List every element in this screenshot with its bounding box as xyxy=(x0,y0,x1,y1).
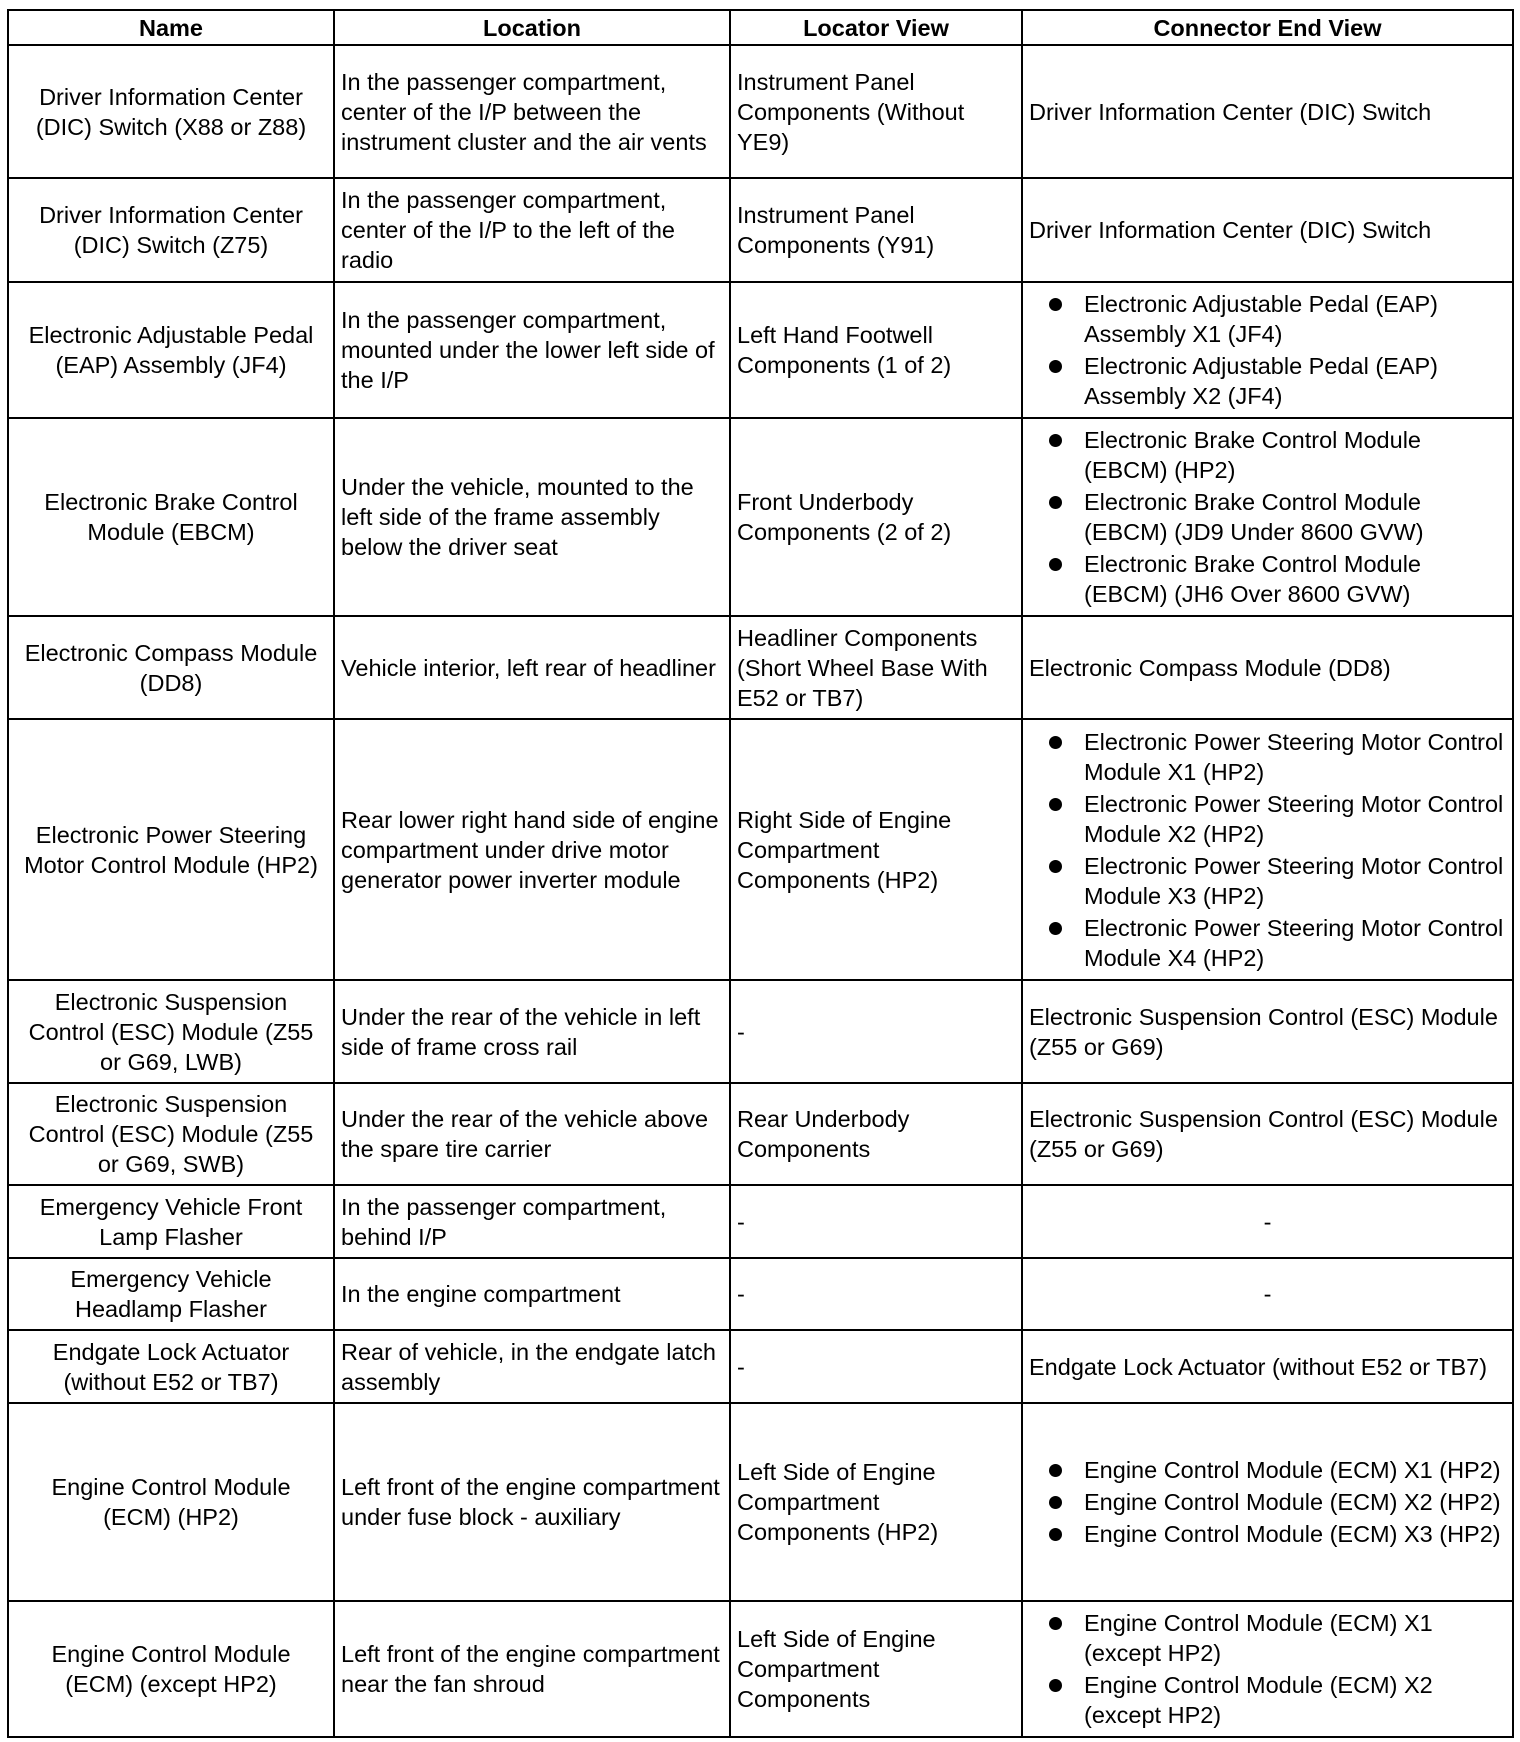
connector-text: Electronic Power Steering Motor Control Module X1 (HP2) xyxy=(1084,728,1504,785)
connector-text: Electronic Brake Control Module (EBCM) (JD9 Under 8600 GVW) xyxy=(1084,489,1424,545)
connector-list-item xyxy=(1029,1608,1506,1668)
connector-text: Electronic Adjustable Pedal (EAP) Assembly X1 (JF4) xyxy=(1084,291,1438,347)
cell-connector-end-view xyxy=(1022,1083,1513,1185)
connector-list xyxy=(1029,425,1506,609)
cell-location: In the passenger compartment, mounted under the lower left side of the I/P xyxy=(334,282,730,418)
connector-text: Electronic Brake Control Module (EBCM) (JH6 Over 8600 GVW) xyxy=(1084,551,1421,607)
connector-list-item xyxy=(1029,487,1506,547)
table-row xyxy=(8,1185,1513,1258)
connector-list-item xyxy=(1029,289,1506,349)
bullet-icon xyxy=(1049,558,1062,571)
table-row xyxy=(8,45,1513,178)
bullet-icon xyxy=(1049,496,1062,509)
bullet-icon xyxy=(1049,860,1062,873)
cell-connector-end-view xyxy=(1022,418,1513,616)
cell-name: Electronic Adjustable Pedal (EAP) Assembly (JF4) xyxy=(8,282,334,418)
connector-text: Engine Control Module (ECM) X2 (except HP2) xyxy=(1084,1672,1433,1728)
header-location: Location xyxy=(334,10,730,45)
cell-connector-end-view xyxy=(1022,45,1513,178)
connector-list xyxy=(1029,727,1506,973)
bullet-icon xyxy=(1049,798,1062,811)
table-row xyxy=(8,1258,1513,1330)
table-row xyxy=(8,1083,1513,1185)
cell-locator-view: Instrument Panel Components (Y91) xyxy=(730,178,1022,282)
connector-text: Endgate Lock Actuator (without E52 or TB7) xyxy=(1029,1353,1488,1380)
cell-name: Emergency Vehicle Headlamp Flasher xyxy=(8,1258,334,1330)
cell-location: Under the vehicle, mounted to the left side of the frame assembly below the driver seat xyxy=(334,418,730,616)
connector-list-item xyxy=(1029,425,1506,485)
bullet-icon xyxy=(1049,1496,1062,1509)
cell-locator-view: Headliner Components (Short Wheel Base With E52 or TB7) xyxy=(730,616,1022,719)
bullet-icon xyxy=(1049,360,1062,373)
cell-name: Endgate Lock Actuator (without E52 or TB7) xyxy=(8,1330,334,1403)
connector-text: Engine Control Module (ECM) X1 (HP2) xyxy=(1084,1457,1501,1483)
cell-locator-view: - xyxy=(730,1258,1022,1330)
cell-name: Emergency Vehicle Front Lamp Flasher xyxy=(8,1185,334,1258)
component-locator-table xyxy=(7,9,1514,1738)
table-row xyxy=(8,418,1513,616)
header-locator-view: Locator View xyxy=(730,10,1022,45)
table-row xyxy=(8,616,1513,719)
bullet-icon xyxy=(1049,736,1062,749)
cell-location: Rear of vehicle, in the endgate latch assembly xyxy=(334,1330,730,1403)
connector-text: Electronic Power Steering Motor Control Module X3 (HP2) xyxy=(1084,852,1504,909)
cell-connector-end-view xyxy=(1022,719,1513,980)
header-connector-end-view: Connector End View xyxy=(1022,10,1513,45)
table-row xyxy=(8,980,1513,1083)
connector-list xyxy=(1029,1608,1506,1730)
cell-location: Rear lower right hand side of engine compartment under drive motor generator power inverter module xyxy=(334,719,730,980)
header-row xyxy=(8,10,1513,45)
table-row xyxy=(8,282,1513,418)
bullet-icon xyxy=(1049,1464,1062,1477)
connector-list xyxy=(1029,1455,1506,1549)
cell-name: Engine Control Module (ECM) (HP2) xyxy=(8,1403,334,1601)
cell-connector-end-view xyxy=(1022,1403,1513,1601)
connector-list-item xyxy=(1029,351,1506,411)
connector-list xyxy=(1029,289,1506,411)
connector-text: Driver Information Center (DIC) Switch xyxy=(1029,217,1432,243)
bullet-icon xyxy=(1049,1679,1062,1692)
cell-locator-view: Left Hand Footwell Components (1 of 2) xyxy=(730,282,1022,418)
connector-list-item xyxy=(1029,789,1506,849)
cell-locator-view: - xyxy=(730,1330,1022,1403)
cell-location: In the engine compartment xyxy=(334,1258,730,1330)
cell-connector-end-view xyxy=(1022,616,1513,719)
connector-list-item xyxy=(1029,1519,1506,1549)
cell-locator-view: Instrument Panel Components (Without YE9) xyxy=(730,45,1022,178)
connector-text: Engine Control Module (ECM) X2 (HP2) xyxy=(1084,1489,1501,1515)
cell-connector-end-view xyxy=(1022,1258,1513,1330)
cell-locator-view: - xyxy=(730,980,1022,1083)
connector-text: Engine Control Module (ECM) X1 (except HP2) xyxy=(1084,1610,1433,1666)
cell-location: Under the rear of the vehicle above the spare tire carrier xyxy=(334,1083,730,1185)
connector-text: Electronic Suspension Control (ESC) Module (Z55 or G69) xyxy=(1029,1106,1498,1162)
cell-name: Electronic Suspension Control (ESC) Module (Z55 or G69, LWB) xyxy=(8,980,334,1083)
table-row xyxy=(8,1330,1513,1403)
connector-list-item xyxy=(1029,851,1506,911)
cell-name: Electronic Compass Module (DD8) xyxy=(8,616,334,719)
cell-location: In the passenger compartment, center of the I/P between the instrument cluster and the air vents xyxy=(334,45,730,178)
connector-text: Electronic Power Steering Motor Control Module X2 (HP2) xyxy=(1084,790,1504,847)
bullet-icon xyxy=(1049,434,1062,447)
cell-connector-end-view xyxy=(1022,178,1513,282)
bullet-icon xyxy=(1049,1528,1062,1541)
connector-list-item xyxy=(1029,1487,1506,1517)
cell-location: Left front of the engine compartment under fuse block - auxiliary xyxy=(334,1403,730,1601)
bullet-icon xyxy=(1049,922,1062,935)
connector-text: Driver Information Center (DIC) Switch xyxy=(1029,98,1432,125)
connector-list-item xyxy=(1029,913,1506,973)
cell-locator-view: Right Side of Engine Compartment Components (HP2) xyxy=(730,719,1022,980)
cell-name: Electronic Suspension Control (ESC) Module (Z55 or G69, SWB) xyxy=(8,1083,334,1185)
connector-text: Electronic Power Steering Motor Control Module X4 (HP2) xyxy=(1084,914,1504,971)
cell-location: In the passenger compartment, behind I/P xyxy=(334,1185,730,1258)
cell-locator-view: Front Underbody Components (2 of 2) xyxy=(730,418,1022,616)
bullet-icon xyxy=(1049,1617,1062,1630)
table-body xyxy=(8,45,1513,1737)
table-row xyxy=(8,1403,1513,1601)
cell-connector-end-view xyxy=(1022,1185,1513,1258)
cell-location: In the passenger compartment, center of the I/P to the left of the radio xyxy=(334,178,730,282)
connector-text: - xyxy=(1263,1281,1272,1307)
connector-text: Electronic Brake Control Module (EBCM) (HP2) xyxy=(1084,427,1421,483)
connector-text: Electronic Compass Module (DD8) xyxy=(1029,654,1391,681)
connector-text: Electronic Adjustable Pedal (EAP) Assembly X2 (JF4) xyxy=(1084,353,1438,409)
cell-connector-end-view xyxy=(1022,980,1513,1083)
header-name: Name xyxy=(8,10,334,45)
table-row xyxy=(8,178,1513,282)
cell-connector-end-view xyxy=(1022,1330,1513,1403)
cell-name: Driver Information Center (DIC) Switch (X88 or Z88) xyxy=(8,45,334,178)
cell-name: Driver Information Center (DIC) Switch (Z75) xyxy=(8,178,334,282)
cell-locator-view: - xyxy=(730,1185,1022,1258)
cell-name: Electronic Brake Control Module (EBCM) xyxy=(8,418,334,616)
connector-list-item xyxy=(1029,727,1506,787)
cell-locator-view: Left Side of Engine Compartment Components (HP2) xyxy=(730,1403,1022,1601)
connector-text: Engine Control Module (ECM) X3 (HP2) xyxy=(1084,1521,1501,1547)
connector-list-item xyxy=(1029,1670,1506,1730)
connector-list-item xyxy=(1029,1455,1506,1485)
cell-connector-end-view xyxy=(1022,282,1513,418)
cell-locator-view: Rear Underbody Components xyxy=(730,1083,1022,1185)
cell-location: Left front of the engine compartment near the fan shroud xyxy=(334,1601,730,1737)
cell-location: Under the rear of the vehicle in left side of frame cross rail xyxy=(334,980,730,1083)
bullet-icon xyxy=(1049,298,1062,311)
cell-name: Engine Control Module (ECM) (except HP2) xyxy=(8,1601,334,1737)
table-row xyxy=(8,1601,1513,1737)
cell-connector-end-view xyxy=(1022,1601,1513,1737)
connector-text: - xyxy=(1263,1208,1272,1235)
connector-text: Electronic Suspension Control (ESC) Module (Z55 or G69) xyxy=(1029,1003,1498,1060)
table-row xyxy=(8,719,1513,980)
cell-name: Electronic Power Steering Motor Control Module (HP2) xyxy=(8,719,334,980)
cell-location: Vehicle interior, left rear of headliner xyxy=(334,616,730,719)
cell-locator-view: Left Side of Engine Compartment Components xyxy=(730,1601,1022,1737)
connector-list-item xyxy=(1029,549,1506,609)
